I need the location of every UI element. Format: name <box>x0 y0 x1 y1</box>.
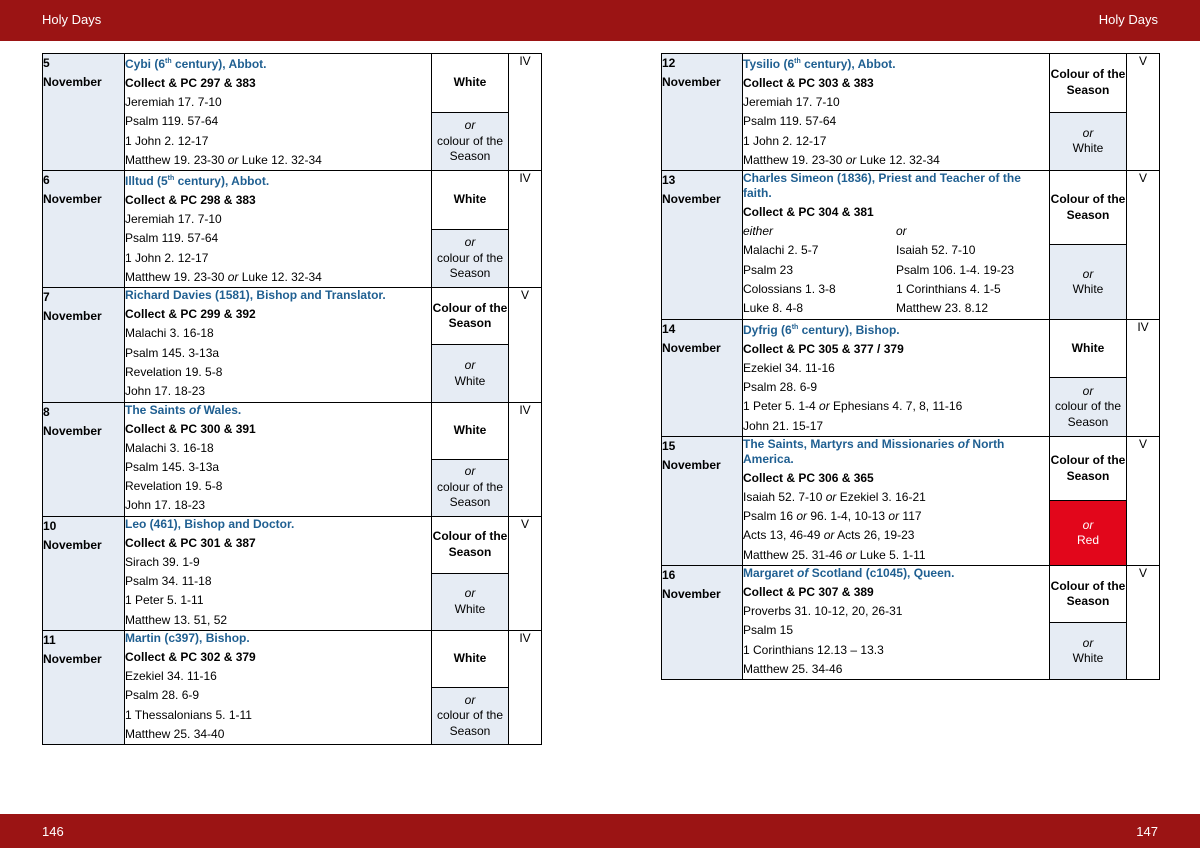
observance-title: Richard Davies (1581), Bishop and Translator. <box>125 288 386 303</box>
date-cell <box>43 402 125 516</box>
reading: 1 Corinthians 12.13 – 13.3 <box>743 642 884 657</box>
rite-class: V <box>1127 436 1160 565</box>
liturgical-colour-cell <box>432 516 509 630</box>
reading: Psalm 119. 57-64 <box>743 114 837 129</box>
colour-box <box>1050 320 1126 436</box>
reading-text: Ezekiel 3. 16-21 <box>836 489 926 504</box>
or-word: or <box>1082 517 1094 532</box>
primary-colour: Colour of the Season <box>1050 437 1126 502</box>
alternative-colour-text <box>455 358 486 389</box>
reading: Psalm 28. 6-9 <box>743 379 818 394</box>
reading: Psalm 145. 3-13a <box>125 345 220 360</box>
colour-box <box>1050 171 1126 318</box>
rite-class: IV <box>509 630 542 744</box>
reading-text: Acts 13, 46-49 <box>743 528 824 543</box>
collect-line: Collect & PC 302 & 379 <box>125 649 256 664</box>
date-cell <box>662 319 743 436</box>
date-cell <box>43 54 125 171</box>
reading: Malachi 3. 16-18 <box>125 440 214 455</box>
day-number: 14 <box>662 321 676 336</box>
title-superscript: th <box>165 58 172 65</box>
title-italic: of <box>957 436 970 451</box>
day-number: 10 <box>43 518 57 533</box>
or-label: or <box>896 224 907 239</box>
colour-box <box>432 517 508 630</box>
reading-text: Luke 12. 32-34 <box>856 152 940 167</box>
day-number: 5 <box>43 56 50 70</box>
observance-title <box>743 54 1049 72</box>
reading: John 21. 15-17 <box>743 418 824 433</box>
primary-colour: White <box>432 631 508 688</box>
rite-class: V <box>1127 54 1160 171</box>
colour-box <box>432 403 508 516</box>
title-text: Dyfrig (6 <box>743 322 792 337</box>
reading-text: 96. 1-4, 10-13 <box>807 509 889 524</box>
date-cell <box>662 54 743 171</box>
calendar-row <box>43 630 542 744</box>
alternative-colour <box>1050 113 1126 171</box>
footer-bar <box>0 814 1200 848</box>
title-text: century), Bishop. <box>798 322 900 337</box>
reading: Malachi 2. 5-7 <box>743 243 819 258</box>
alternative-colour <box>432 345 508 401</box>
day-number: 6 <box>43 173 50 188</box>
reading-option-b <box>896 222 1049 318</box>
reading: Psalm 119. 57-64 <box>125 231 219 246</box>
reading: Jeremiah 17. 7-10 <box>743 95 840 109</box>
reading <box>125 151 431 170</box>
alternative-colour-name: White <box>1072 651 1104 666</box>
header-right: Holy Days <box>1098 12 1158 27</box>
or-word: or <box>464 464 476 479</box>
observance-cell <box>125 630 432 744</box>
calendar-row <box>662 54 1160 171</box>
or-word: or <box>464 118 476 133</box>
observance-title <box>125 171 431 189</box>
observance-cell <box>125 54 432 171</box>
reading: 1 Corinthians 4. 1-5 <box>896 282 1001 297</box>
primary-colour: White <box>432 171 508 230</box>
calendar-row <box>662 566 1160 680</box>
colour-box <box>432 631 508 744</box>
date-cell <box>43 516 125 630</box>
alternative-colour-name: White <box>454 601 486 616</box>
collect-line: Collect & PC 307 & 389 <box>743 585 874 600</box>
primary-colour: White <box>1050 320 1126 379</box>
or-word: or <box>825 489 837 504</box>
primary-colour: Colour of the Season <box>1050 54 1126 113</box>
day-number: 11 <box>43 632 56 647</box>
or-word: or <box>227 152 239 167</box>
observance-title: Martin (c397), Bishop. <box>125 630 250 645</box>
alternative-colour-text <box>432 118 508 165</box>
reading-text: Luke 5. 1-11 <box>856 547 926 562</box>
reading: Psalm 34. 11-18 <box>125 574 212 589</box>
alternative-colour <box>1050 623 1126 679</box>
reading: Luke 8. 4-8 <box>743 301 804 316</box>
reading-options <box>743 222 1049 318</box>
alternative-colour <box>1050 501 1126 565</box>
reading: Revelation 19. 5-8 <box>125 364 223 379</box>
calendar-table-right <box>661 53 1160 680</box>
day-number: 12 <box>662 56 676 70</box>
title-superscript: th <box>167 175 175 183</box>
rite-class: V <box>509 516 542 630</box>
reading-option-a <box>743 222 896 318</box>
colour-box <box>432 288 508 401</box>
observance-title: Leo (461), Bishop and Doctor. <box>125 516 295 531</box>
reading: 1 Thessalonians 5. 1-11 <box>125 707 252 722</box>
alternative-colour-text <box>1077 518 1099 549</box>
reading <box>743 488 1049 507</box>
reading: Sirach 39. 1-9 <box>125 554 200 569</box>
alternative-colour-name: colour of the Season <box>436 708 504 738</box>
observance-title <box>743 437 1049 467</box>
date-cell <box>662 171 743 319</box>
observance-cell <box>125 288 432 402</box>
rite-class: IV <box>509 171 542 288</box>
reading: Jeremiah 17. 7-10 <box>125 212 222 227</box>
or-word: or <box>464 586 476 601</box>
reading: Revelation 19. 5-8 <box>125 479 223 494</box>
reading: Malachi 3. 16-18 <box>125 326 214 341</box>
collect-line: Collect & PC 297 & 383 <box>125 76 256 90</box>
header-left: Holy Days <box>42 12 102 27</box>
reading: Colossians 1. 3-8 <box>743 282 836 297</box>
observance-title: Charles Simeon (1836), Priest and Teacher of the faith. <box>743 171 1021 201</box>
alternative-colour-text <box>455 586 486 617</box>
reading-text: Isaiah 52. 7-10 <box>743 489 826 504</box>
rite-class: IV <box>1127 319 1160 436</box>
month-label: November <box>43 651 102 666</box>
title-superscript: th <box>794 58 801 65</box>
reading-text: Acts 26, 19-23 <box>834 528 915 543</box>
date-cell <box>43 630 125 744</box>
observance-cell <box>743 319 1050 436</box>
liturgical-colour-cell <box>432 630 509 744</box>
title-text: Tysilio (6 <box>743 57 795 71</box>
reading <box>743 507 1049 526</box>
reading <box>743 526 1049 545</box>
liturgical-colour-cell <box>432 288 509 402</box>
alternative-colour-name: colour of the Season <box>436 133 504 164</box>
observance-title <box>125 54 431 72</box>
reading-text: 1 Peter 5. 1-4 <box>743 399 820 414</box>
title-text: North America. <box>743 436 1005 466</box>
page-number-right: 147 <box>1136 824 1158 839</box>
reading: Proverbs 31. 10-12, 20, 26-31 <box>743 604 903 619</box>
reading: 1 John 2. 12-17 <box>125 133 209 148</box>
or-word: or <box>1082 125 1094 140</box>
observance-cell <box>743 171 1050 319</box>
reading-text: Ephesians 4. 7, 8, 11-16 <box>829 399 963 414</box>
alternative-colour <box>1050 378 1126 436</box>
month-label: November <box>662 75 721 89</box>
alternative-colour-text <box>1050 384 1126 431</box>
title-text: The Saints, Martyrs and Missionaries <box>743 436 958 451</box>
collect-line: Collect & PC 298 & 383 <box>125 193 256 208</box>
alternative-colour <box>1050 245 1126 318</box>
reading-text: Luke 12. 32-34 <box>238 270 322 285</box>
date-cell <box>43 171 125 288</box>
reading: Matthew 25. 34-40 <box>125 726 225 741</box>
alternative-colour-name: White <box>454 373 486 388</box>
alternative-colour-text <box>432 693 508 740</box>
primary-colour: White <box>432 403 508 460</box>
reading-text: Luke 12. 32-34 <box>238 152 322 167</box>
or-word: or <box>823 528 835 543</box>
colour-box <box>432 171 508 287</box>
month-label: November <box>662 587 721 602</box>
or-word: or <box>227 270 239 285</box>
liturgical-colour-cell <box>432 54 509 171</box>
day-number: 8 <box>43 404 50 419</box>
collect-line: Collect & PC 304 & 381 <box>743 205 874 220</box>
alternative-colour-name: colour of the Season <box>1054 399 1122 429</box>
reading-text: Matthew 19. 23-30 <box>125 152 228 167</box>
title-text: Scotland (c1045), Queen. <box>808 566 955 581</box>
day-number: 16 <box>662 568 676 583</box>
title-text: Margaret <box>743 566 798 581</box>
month-label: November <box>43 537 102 552</box>
alternative-colour-text <box>432 464 508 511</box>
observance-title <box>125 403 431 418</box>
calendar-row <box>43 54 542 171</box>
reading: Ezekiel 34. 11-16 <box>125 668 217 683</box>
primary-colour: Colour of the Season <box>1050 566 1126 623</box>
primary-colour: White <box>432 54 508 113</box>
alternative-colour-text <box>1073 636 1104 667</box>
colour-box <box>1050 54 1126 170</box>
reading: Matthew 13. 51, 52 <box>125 612 228 627</box>
alternative-colour-text <box>432 235 508 282</box>
title-text: Illtud (5 <box>125 174 168 189</box>
date-cell <box>43 288 125 402</box>
reading: Jeremiah 17. 7-10 <box>125 95 222 109</box>
reading: 1 John 2. 12-17 <box>743 133 827 148</box>
rite-class: IV <box>509 54 542 171</box>
calendar-row <box>43 288 542 402</box>
alternative-colour <box>432 230 508 288</box>
reading <box>743 151 1049 170</box>
month-label: November <box>662 192 721 207</box>
title-italic: of <box>797 566 809 581</box>
or-word: or <box>1082 383 1094 398</box>
observance-title <box>743 566 1049 581</box>
or-word: or <box>464 235 476 250</box>
month-label: November <box>43 75 102 89</box>
calendar-row <box>662 319 1160 436</box>
or-word: or <box>819 399 830 414</box>
or-word: or <box>464 692 476 707</box>
or-word: or <box>888 509 900 524</box>
reading <box>743 397 1049 416</box>
or-word: or <box>1082 635 1094 650</box>
reading <box>743 546 1049 565</box>
observance-cell <box>125 516 432 630</box>
date-cell <box>662 566 743 680</box>
liturgical-colour-cell <box>432 402 509 516</box>
title-text: century), Abbot. <box>800 57 896 71</box>
liturgical-colour-cell <box>1050 436 1127 565</box>
header-bar <box>0 0 1200 41</box>
collect-line: Collect & PC 299 & 392 <box>125 307 256 322</box>
alternative-colour <box>432 460 508 516</box>
day-number: 7 <box>43 290 50 305</box>
reading-text: Matthew 19. 23-30 <box>743 152 846 167</box>
liturgical-colour-cell <box>1050 54 1127 171</box>
collect-line: Collect & PC 300 & 391 <box>125 421 256 436</box>
reading: Ezekiel 34. 11-16 <box>743 360 835 375</box>
calendar-row <box>43 171 542 288</box>
title-text: century), Abbot. <box>171 57 267 71</box>
alternative-colour <box>432 688 508 744</box>
reading-text: Matthew 25. 31-46 <box>743 547 846 562</box>
date-cell <box>662 436 743 565</box>
calendar-row <box>662 171 1160 319</box>
calendar-table-left <box>42 53 542 745</box>
primary-colour: Colour of the Season <box>1050 171 1126 245</box>
calendar-row <box>662 436 1160 565</box>
either-label: either <box>743 224 774 239</box>
page-number-left: 146 <box>42 824 64 839</box>
alternative-colour-name: colour of the Season <box>436 479 504 510</box>
or-word: or <box>796 509 808 524</box>
reading: Matthew 25. 34-46 <box>743 661 843 676</box>
observance-title <box>743 320 1049 338</box>
reading: Psalm 145. 3-13a <box>125 459 220 474</box>
observance-cell <box>125 171 432 288</box>
title-superscript: th <box>791 323 799 331</box>
title-text: Cybi (6 <box>125 57 166 71</box>
liturgical-colour-cell <box>1050 566 1127 680</box>
colour-box <box>1050 437 1126 565</box>
reading: Psalm 119. 57-64 <box>125 114 219 129</box>
reading-text: Matthew 19. 23-30 <box>125 270 228 285</box>
reading: Matthew 23. 8.12 <box>896 301 989 316</box>
alternative-colour <box>432 574 508 630</box>
alternative-colour-name: White <box>1072 141 1104 156</box>
reading-text: 117 <box>899 509 922 524</box>
rite-class: V <box>1127 566 1160 680</box>
or-word: or <box>845 152 857 167</box>
reading-text: Psalm 16 <box>743 509 797 524</box>
or-word: or <box>845 547 857 562</box>
primary-colour: Colour of the Season <box>432 288 508 345</box>
reading: 1 John 2. 12-17 <box>125 250 209 265</box>
month-label: November <box>43 192 102 207</box>
collect-line: Collect & PC 301 & 387 <box>125 535 256 550</box>
reading: John 17. 18-23 <box>125 384 206 399</box>
liturgical-colour-cell <box>1050 319 1127 436</box>
reading: Isaiah 52. 7-10 <box>896 243 976 258</box>
reading: Psalm 23 <box>743 262 794 277</box>
title-text: Wales. <box>200 402 242 417</box>
month-label: November <box>662 340 721 355</box>
alternative-colour <box>432 113 508 171</box>
title-text: The Saints <box>125 402 190 417</box>
observance-cell <box>743 566 1050 680</box>
day-number: 13 <box>662 173 676 188</box>
liturgical-colour-cell <box>432 171 509 288</box>
collect-line: Collect & PC 305 & 377 / 379 <box>743 341 904 356</box>
day-number: 15 <box>662 438 676 453</box>
observance-cell <box>743 54 1050 171</box>
observance-cell <box>743 436 1050 565</box>
collect-line: Collect & PC 306 & 365 <box>743 470 874 485</box>
or-word: or <box>1082 266 1094 281</box>
reading: Psalm 15 <box>743 623 794 638</box>
alternative-colour-text <box>1073 267 1104 298</box>
reading: 1 Peter 5. 1-11 <box>125 593 204 608</box>
month-label: November <box>662 457 721 472</box>
calendar-row <box>43 402 542 516</box>
month-label: November <box>43 309 102 324</box>
title-italic: of <box>189 402 201 417</box>
or-word: or <box>464 358 476 373</box>
reading <box>125 268 431 287</box>
colour-box <box>1050 566 1126 679</box>
alternative-colour-name: White <box>1072 282 1104 297</box>
title-text: century), Abbot. <box>174 174 270 189</box>
reading: Psalm 106. 1-4. 19-23 <box>896 262 1015 277</box>
primary-colour: Colour of the Season <box>432 517 508 574</box>
colour-box <box>432 54 508 170</box>
rite-class: V <box>509 288 542 402</box>
calendar-row <box>43 516 542 630</box>
rite-class: V <box>1127 171 1160 319</box>
reading: John 17. 18-23 <box>125 498 206 513</box>
liturgical-colour-cell <box>1050 171 1127 319</box>
reading: Psalm 28. 6-9 <box>125 688 200 703</box>
observance-cell <box>125 402 432 516</box>
rite-class: IV <box>509 402 542 516</box>
alternative-colour-text <box>1073 126 1104 157</box>
collect-line: Collect & PC 303 & 383 <box>743 76 874 90</box>
month-label: November <box>43 423 102 438</box>
alternative-colour-name: colour of the Season <box>436 250 504 281</box>
alternative-colour-name: Red <box>1076 533 1099 548</box>
